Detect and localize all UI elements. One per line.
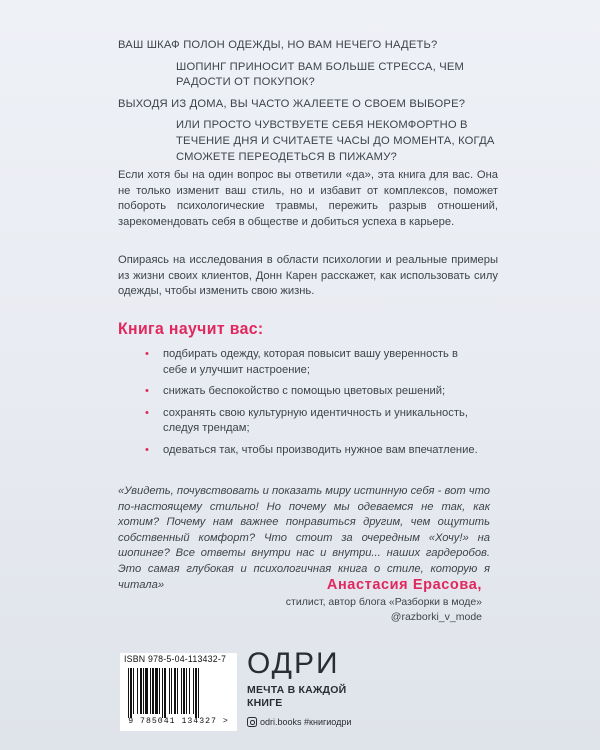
barcode-bar xyxy=(189,668,190,714)
isbn-text: ISBN 978-5-04-113432-7 xyxy=(124,654,227,664)
barcode-bar xyxy=(186,668,187,714)
intro-paragraph: Если хотя бы на один вопрос вы ответили «да», эта книга для вас. Она не только изменит ваш стиль, но и избавит от комплексов, поможет побороть психологические травмы, пережить разрыв отношений, зарекомендовать себя в обществе и добиться успеха в карьере. xyxy=(118,169,498,228)
barcode-bar xyxy=(133,668,134,714)
question-4: ИЛИ ПРОСТО ЧУВСТВУЕТЕ СЕБЯ НЕКОМФОРТНО В ТЕЧЕНИЕ ДНЯ И СЧИТАЕТЕ ЧАСЫ ДО МОМЕНТА, КОГДА СМОЖЕТЕ ПЕРЕОДЕТЬСЯ В ПИЖАМУ? xyxy=(176,119,495,163)
list-item: • снижать беспокойство с помощью цветовых решений; xyxy=(145,384,485,400)
list-item: • подбирать одежду, которая повысит вашу уверенность в себе и улучшит настроение; xyxy=(145,347,485,378)
publisher-social xyxy=(247,717,351,727)
barcode-bar xyxy=(169,668,170,714)
social-handle: odri.books #книгиодри xyxy=(260,717,352,727)
barcode-bar xyxy=(137,668,138,714)
barcode-bar xyxy=(193,668,194,714)
benefits-heading: Книга научит вас: xyxy=(118,319,264,338)
barcode-bar xyxy=(177,668,178,714)
barcode-bar xyxy=(150,668,151,714)
barcode-bar xyxy=(143,668,144,714)
publisher-logo: ОДРИ xyxy=(247,647,340,680)
instagram-icon xyxy=(247,717,257,727)
barcode-bar xyxy=(152,668,154,714)
list-item: • одеваться так, чтобы производить нужное вам впечатление. xyxy=(145,443,485,459)
description-paragraph: Опираясь на исследования в области психологии и реальные примеры из жизни своих клиентов, Донн Карен расскажет, как использовать силу одежды, чтобы изменить свою жизнь. xyxy=(118,254,498,298)
barcode-bar xyxy=(128,668,129,718)
benefits-list xyxy=(145,347,485,465)
barcode-digits: 9 785041 134327 > xyxy=(128,717,229,726)
barcode-bar xyxy=(181,668,182,714)
barcode-bar xyxy=(174,668,176,714)
barcode xyxy=(120,653,237,731)
testimonial-author xyxy=(286,577,482,623)
barcode-bar xyxy=(159,668,160,714)
question-3: ВЫХОДЯ ИЗ ДОМА, ВЫ ЧАСТО ЖАЛЕЕТЕ О СВОЕМ ВЫБОРЕ? xyxy=(118,97,466,110)
author-role: стилист, автор блога «Разборки в моде» xyxy=(285,596,482,608)
barcode-bar xyxy=(162,668,163,718)
barcode-bar xyxy=(183,668,185,714)
barcode-bar xyxy=(140,668,142,714)
barcode-bars xyxy=(128,668,229,718)
author-name: Анастасия Ерасова, xyxy=(326,577,482,593)
question-1: ВАШ ШКАФ ПОЛОН ОДЕЖДЫ, НО ВАМ НЕЧЕГО НАДЕТЬ? xyxy=(118,39,438,51)
barcode-bar xyxy=(130,668,132,718)
question-list xyxy=(118,38,498,171)
barcode-bar xyxy=(155,668,158,714)
testimonial-quote: «Увидеть, почувствовать и показать миру истинную себя - вот что по-настоящему стильно! Но почему мы одеваемся не так, как хотим? Почему нам важнее понравиться другим, чем ощутить собственный комфорт? Что стоит за очередным «Хочу!» на шопинге? Все ответы внутри нас и внутри... наших гардеробов. Это самая глубокая и психологичная книга о стиле, которую я читала» xyxy=(118,485,490,591)
question-2: ШОПИНГ ПРИНОСИТ ВАМ БОЛЬШЕ СТРЕССА, ЧЕМ РАДОСТИ ОТ ПОКУПОК? xyxy=(176,60,465,89)
barcode-bar xyxy=(171,668,172,714)
author-handle: @razborki_v_mode xyxy=(390,611,482,623)
barcode-bar xyxy=(164,668,166,718)
publisher-tagline: МЕЧТА В КАЖДОЙ КНИГЕ xyxy=(247,684,347,709)
barcode-bar xyxy=(195,668,197,718)
list-item: • сохранять свою культурную идентичность и уникальность, следуя трендам; xyxy=(145,406,485,437)
barcode-bar xyxy=(145,668,148,714)
barcode-bar xyxy=(198,668,199,718)
